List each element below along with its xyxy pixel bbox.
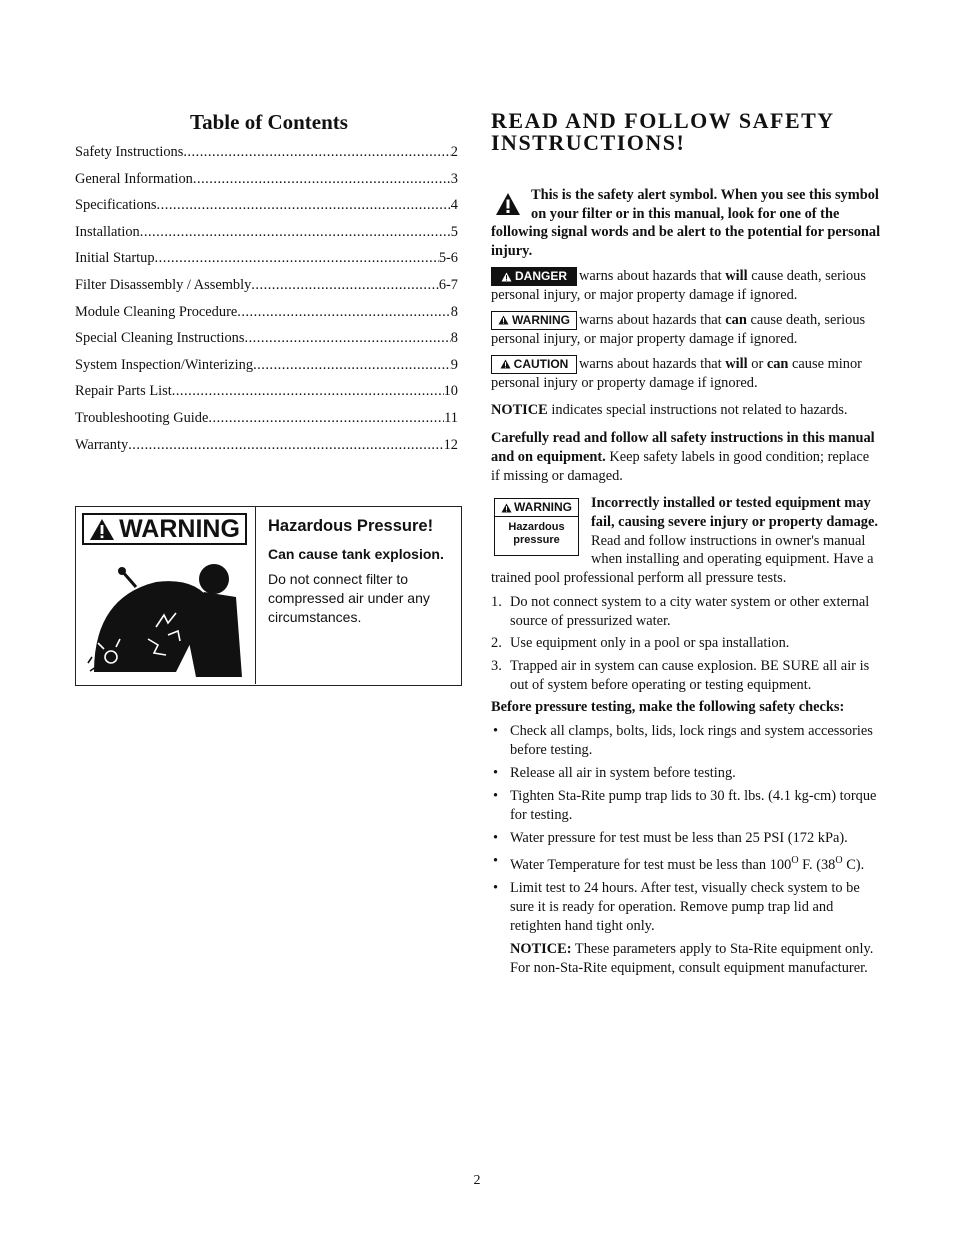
warning-title: Hazardous Pressure! <box>268 517 434 535</box>
warning-body: Do not connect filter to compressed air under any circumstances. <box>268 571 430 625</box>
list-item: • Water pressure for test must be less than 25 PSI (172 kPa). <box>491 829 881 848</box>
danger-definition: DANGER warns about hazards that will cause death, serious personal injury, or major property damage if ignored. <box>491 267 866 303</box>
alert-intro: This is the safety alert symbol. When you see this symbol on your filter or in this manual, look for one of the following signal words and be alert to the potential for personal injury. <box>491 187 881 260</box>
toc-item[interactable]: Installation ..... 5 <box>75 221 458 248</box>
table-of-contents <box>75 141 458 460</box>
toc-item[interactable]: Warranty ..... 12 <box>75 434 458 461</box>
list-item: • Water Temperature for test must be less than $100^O$ F. ($38^O$ C). <box>491 852 881 875</box>
pressure-warning: WARNING Hazardous pressure Incorrectly installed or tested equipment may fail, causing severe injury or property damage. Read and follow instructions in owner's manual when installing and operating equipment. Have a trained pool professional perform all pressure tests. <box>491 495 878 587</box>
warning-tag-header: WARNING <box>495 499 578 517</box>
toc-item[interactable]: General Information ..... 3 <box>75 168 458 195</box>
warning-header <box>82 513 247 545</box>
alert-triangle-icon <box>498 315 509 325</box>
toc-item[interactable]: Initial Startup ..... 5-6 <box>75 247 458 274</box>
warning-tag-body: Hazardous pressure <box>508 521 565 547</box>
alert-triangle-icon <box>501 272 512 282</box>
toc-item[interactable]: Specifications ..... 4 <box>75 194 458 221</box>
toc-item[interactable]: Special Cleaning Instructions ..... 8 <box>75 327 458 354</box>
caution-badge: CAUTION <box>491 355 577 374</box>
caution-definition: CAUTION warns about hazards that will or can cause minor personal injury or property damage if ignored. <box>491 355 862 391</box>
danger-badge: DANGER <box>491 267 577 286</box>
list-item: 3. Trapped air in system can cause explosion. BE SURE all air is out of system before operating or testing equipment. <box>491 657 870 693</box>
checks-heading: Before pressure testing, make the following safety checks: <box>491 699 845 716</box>
notice-parameters: NOTICE: These parameters apply to Sta-Rite equipment only. For non-Sta-Rite equipment, consult equipment manufacturer. <box>510 941 874 977</box>
list-item: • Release all air in system before testing. <box>491 764 881 783</box>
notice-definition: NOTICE indicates special instructions not related to hazards. <box>491 402 848 419</box>
warning-subtitle: Can cause tank explosion. <box>268 546 444 562</box>
toc-item[interactable]: Module Cleaning Procedure ..... 8 <box>75 301 458 328</box>
list-item: 2. Use equipment only in a pool or spa installation. <box>491 635 790 652</box>
list-item: • Check all clamps, bolts, lids, lock rings and system accessories before testing. <box>491 722 881 759</box>
toc-item[interactable]: System Inspection/Winterizing ..... 9 <box>75 354 458 381</box>
toc-item[interactable]: Repair Parts List ..... 10 <box>75 380 458 407</box>
alert-triangle-icon <box>500 359 511 369</box>
alert-triangle-icon <box>89 518 115 541</box>
numbered-list <box>491 593 881 695</box>
hazard-warning-label <box>75 506 462 686</box>
tank-explosion-pictogram <box>86 557 246 677</box>
toc-title: Table of Contents <box>190 110 348 134</box>
warning-pictogram-panel <box>76 507 256 684</box>
toc-item[interactable]: Safety Instructions ..... 2 <box>75 141 458 168</box>
warning-definition: WARNING warns about hazards that can cause death, serious personal injury, or major property damage if ignored. <box>491 311 866 347</box>
safety-instructions <box>491 186 881 978</box>
warning-text-panel <box>268 517 456 627</box>
read-instructions: Carefully read and follow all safety instructions in this manual and on equipment. Keep safety labels in good condition; replace if missing or damaged. <box>491 430 875 484</box>
safety-alert-icon <box>495 192 521 216</box>
safety-heading: READ AND FOLLOW SAFETY INSTRUCTIONS! <box>491 108 834 155</box>
toc-item[interactable]: Troubleshooting Guide ..... 11 <box>75 407 458 434</box>
safety-checks-list <box>491 722 881 935</box>
list-item: 1. Do not connect system to a city water system or other external source of pressurized water. <box>491 593 870 629</box>
list-item: • Limit test to 24 hours. After test, visually check system to be sure it is ready for operation. Remove pump trap lid and retighten hand tight only. <box>491 879 881 935</box>
hazardous-pressure-tag <box>494 498 579 556</box>
toc-item[interactable]: Filter Disassembly / Assembly ..... 6-7 <box>75 274 458 301</box>
page-number: 2 <box>473 1173 481 1188</box>
alert-triangle-icon <box>501 503 512 513</box>
list-item: • Tighten Sta-Rite pump trap lids to 30 ft. lbs. (4.1 kg-cm) torque for testing. <box>491 787 881 824</box>
warning-word: WARNING <box>119 514 240 543</box>
warning-badge: WARNING <box>491 311 577 330</box>
